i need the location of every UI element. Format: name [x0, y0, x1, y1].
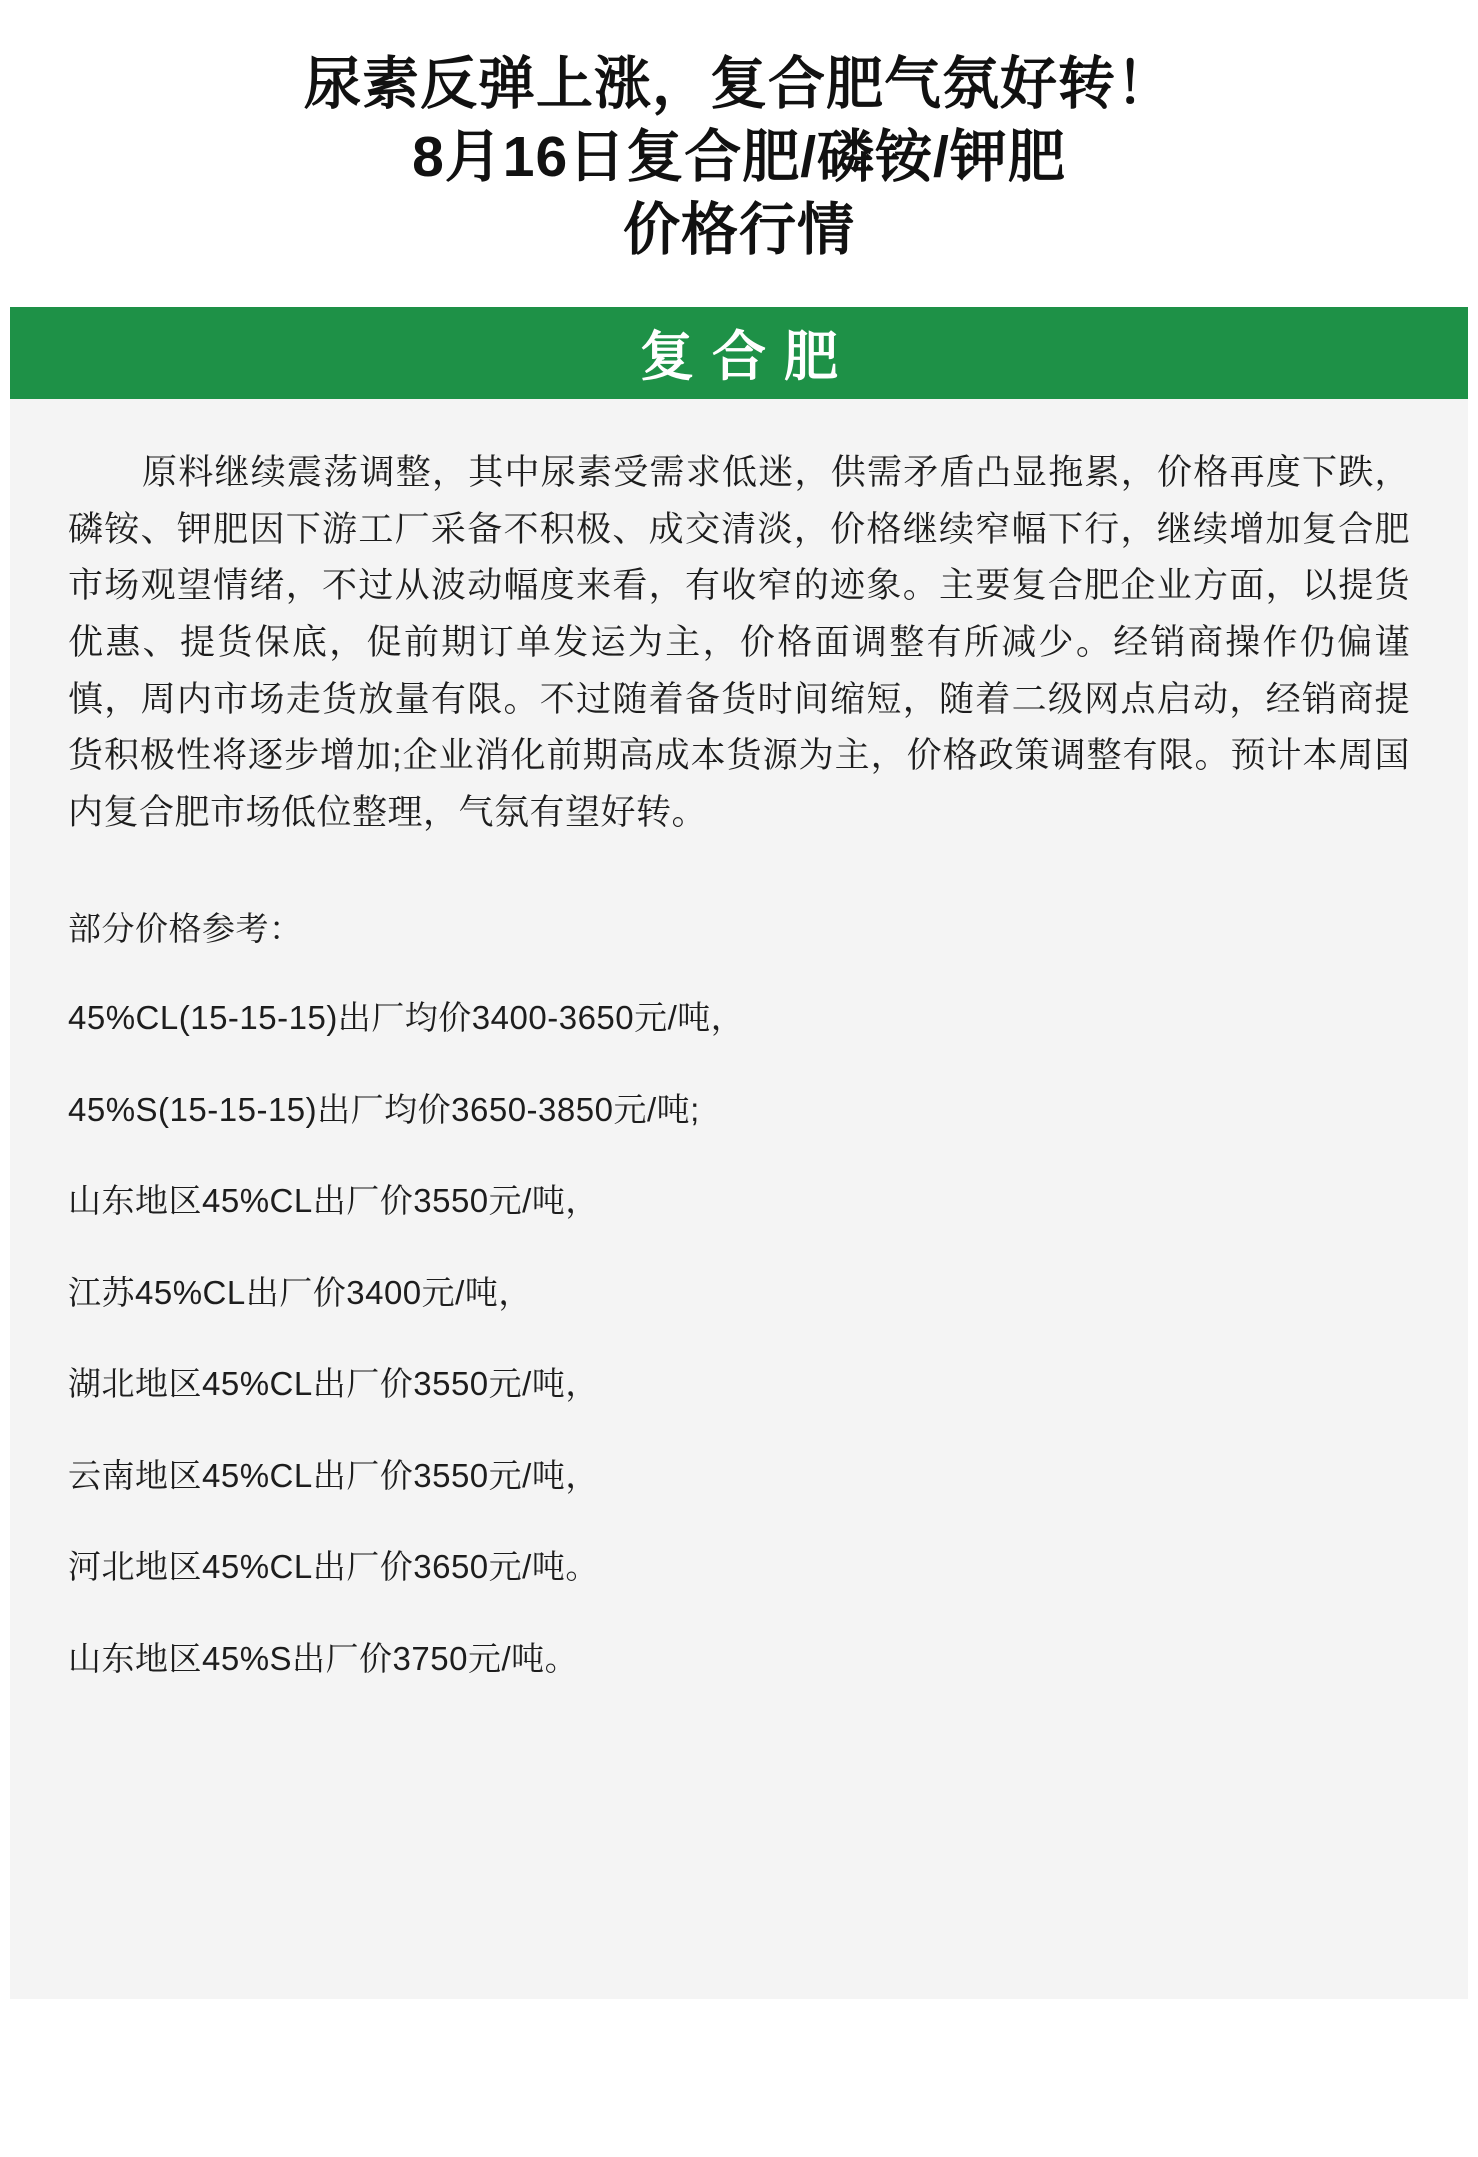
section-body [10, 399, 1468, 1999]
title-line-3: 价格行情 [623, 197, 855, 262]
paragraph-spacer [68, 842, 1410, 904]
list-item: 江苏45%CL出厂价3400元/吨， [68, 1273, 532, 1311]
list-item: 云南地区45%CL出厂价3550元/吨， [68, 1456, 599, 1494]
title-line-2: 8月16日复合肥/磷铵/钾肥 [412, 124, 1066, 189]
price-list-intro: 部分价格参考： [68, 909, 303, 947]
list-item: 山东地区45%CL出厂价3550元/吨， [68, 1182, 599, 1220]
title-line-1: 尿素反弹上涨，复合肥气氛好转！ [304, 52, 1174, 116]
list-item: 45%S(15-15-15)出厂均价3650-3850元/吨; [68, 1090, 700, 1128]
section-banner-label: 复合肥 [640, 327, 856, 388]
section-banner-compound-fertilizer [10, 307, 1468, 399]
market-commentary-paragraph: 原料继续震荡调整，其中尿素受需求低迷，供需矛盾凸显拖累，价格再度下跌，磷铵、钾肥因下游工厂采备不积极、成交清淡，价格继续窄幅下行，继续增加复合肥市场观望情绪，不过从波动幅度来看，有收窄的迹象。主要复合肥企业方面，以提货优惠、提货保底，促前期订单发运为主，价格面调整有所减少。经销商操作仍偏谨慎，周内市场走货放量有限。不过随着备货时间缩短，随着二级网点启动，经销商提货积极性将逐步增加;企业消化前期高成本货源为主，价格政策调整有限。预计本周国内复合肥市场低位整理，气氛有望好转。 [68, 452, 1410, 832]
list-item: 河北地区45%CL出厂价3650元/吨。 [68, 1548, 599, 1586]
list-item: 湖北地区45%CL出厂价3550元/吨， [68, 1365, 599, 1403]
page-title [0, 0, 1478, 297]
list-item: 山东地区45%S出厂价3750元/吨。 [68, 1639, 579, 1677]
list-item: 45%CL(15-15-15)出厂均价3400-3650元/吨， [68, 999, 745, 1037]
